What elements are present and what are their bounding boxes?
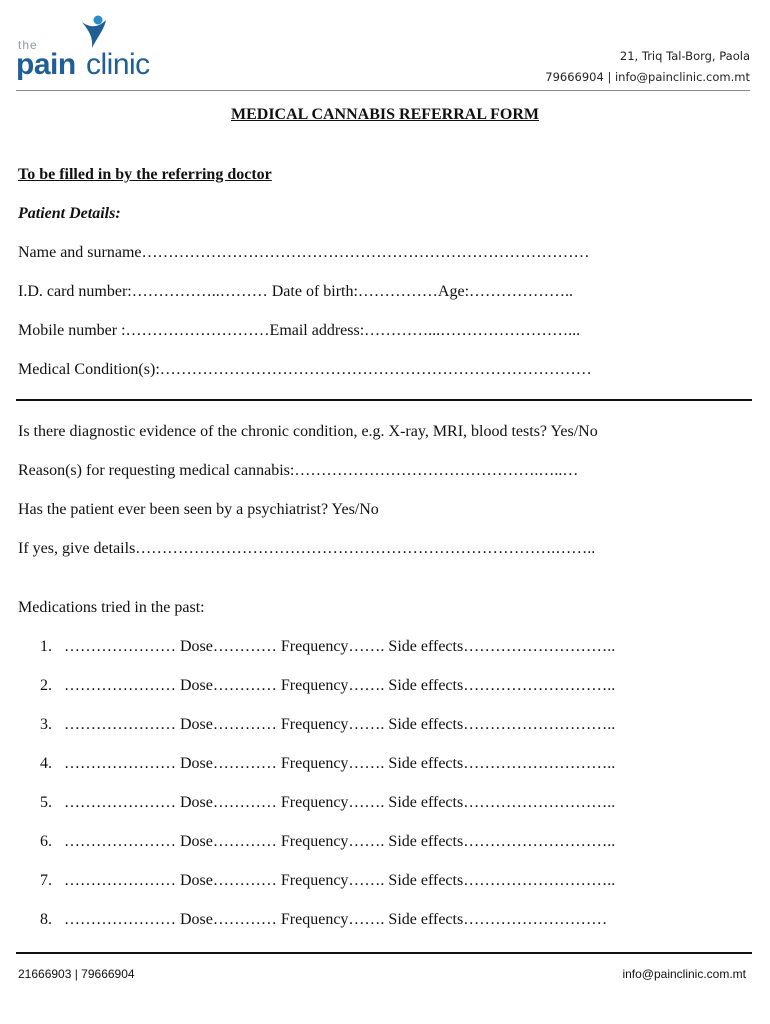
- footer-phones: 21666903 | 79666904: [18, 967, 135, 981]
- logo-pain-text: pain: [16, 48, 76, 81]
- if-yes-details-field[interactable]: If yes, give details…………………………………………………………………….……..: [18, 540, 596, 557]
- section-divider: [16, 399, 752, 401]
- medication-number: 8.: [40, 911, 52, 928]
- medication-fields[interactable]: ………………… Dose………… Frequency……. Side effects………………………..: [64, 833, 616, 850]
- mobile-email-field[interactable]: Mobile number :………………………Email address:…………...……………………...: [18, 322, 581, 339]
- id-dob-age-field[interactable]: I.D. card number:……………..……… Date of birth:……………Age:………………..: [18, 283, 574, 300]
- medication-fields[interactable]: ………………… Dose………… Frequency……. Side effects………………………..: [64, 638, 616, 655]
- footer-email[interactable]: info@painclinic.com.mt: [622, 967, 746, 981]
- medication-row[interactable]: [40, 833, 615, 851]
- psychiatrist-question[interactable]: Has the patient ever been seen by a psychiatrist? Yes/No: [18, 501, 379, 518]
- medication-number: 5.: [40, 794, 52, 811]
- medication-fields[interactable]: ………………… Dose………… Frequency……. Side effects………………………..: [64, 716, 616, 733]
- reason-field[interactable]: Reason(s) for requesting medical cannabis:……………………………………….…..…: [18, 462, 579, 479]
- medication-row[interactable]: [40, 794, 615, 812]
- medication-fields[interactable]: ………………… Dose………… Frequency……. Side effects………………………..: [64, 794, 616, 811]
- patient-details-heading: Patient Details:: [18, 205, 121, 222]
- medication-fields[interactable]: ………………… Dose………… Frequency……. Side effects………………………..: [64, 872, 616, 889]
- medication-row[interactable]: [40, 911, 607, 929]
- clinic-contact: 79666904 | info@painclinic.com.mt: [545, 70, 750, 84]
- footer-divider: [16, 952, 752, 954]
- filled-by-heading: To be filled in by the referring doctor: [18, 166, 272, 183]
- medication-number: 1.: [40, 638, 52, 655]
- medication-fields[interactable]: ………………… Dose………… Frequency……. Side effects………………………: [64, 911, 608, 928]
- medication-row[interactable]: [40, 716, 615, 734]
- medication-number: 3.: [40, 716, 52, 733]
- medication-number: 7.: [40, 872, 52, 889]
- form-title: MEDICAL CANNABIS REFERRAL FORM: [230, 106, 540, 123]
- medication-row[interactable]: [40, 677, 615, 695]
- medication-fields[interactable]: ………………… Dose………… Frequency……. Side effects………………………..: [64, 755, 616, 772]
- header-divider: [16, 90, 750, 91]
- person-figure-icon: [76, 14, 116, 52]
- medication-fields[interactable]: ………………… Dose………… Frequency……. Side effects………………………..: [64, 677, 616, 694]
- medication-number: 2.: [40, 677, 52, 694]
- logo-clinic-text: clinic: [86, 48, 150, 81]
- clinic-address: 21, Triq Tal-Borg, Paola: [619, 49, 750, 63]
- medications-heading: Medications tried in the past:: [18, 599, 205, 616]
- medication-number: 4.: [40, 755, 52, 772]
- clinic-logo: [16, 14, 176, 84]
- medication-row[interactable]: [40, 638, 615, 656]
- clinic-address-block: [545, 46, 750, 88]
- diagnostic-evidence-question[interactable]: Is there diagnostic evidence of the chronic condition, e.g. X-ray, MRI, blood tests? Yes/No: [18, 423, 598, 440]
- medication-number: 6.: [40, 833, 52, 850]
- logo-the-text: the: [18, 38, 38, 52]
- medical-condition-field[interactable]: Medical Condition(s):………………………………………………………………………: [18, 361, 592, 378]
- name-field[interactable]: Name and surname…………………………………………………………………………: [18, 244, 590, 261]
- medication-row[interactable]: [40, 872, 615, 890]
- medication-row[interactable]: [40, 755, 615, 773]
